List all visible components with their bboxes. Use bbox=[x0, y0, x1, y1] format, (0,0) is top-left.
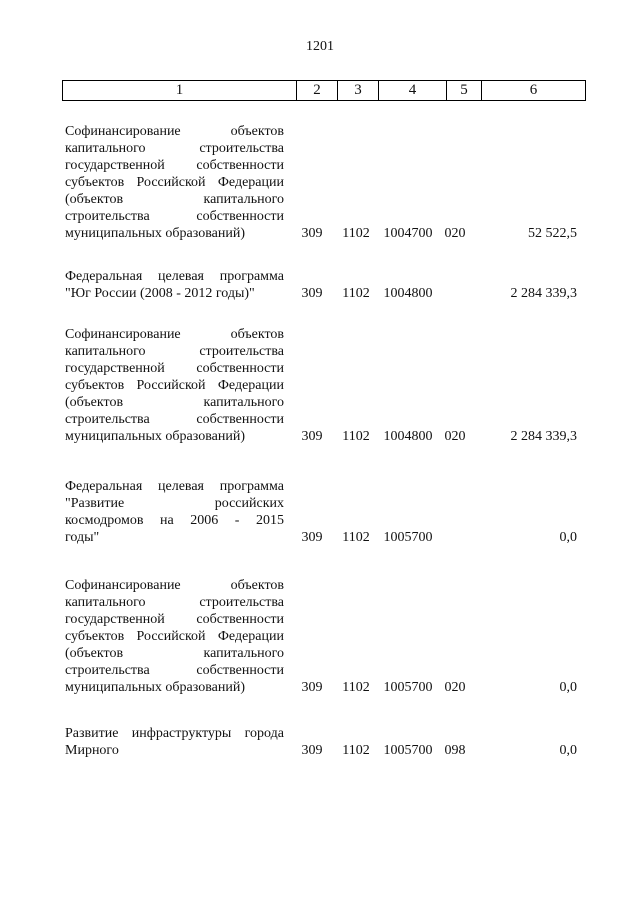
description-line: строительства собственности bbox=[65, 663, 284, 678]
row-code-vr: 020 bbox=[444, 226, 466, 241]
description-line: субъектов Российской Федерации bbox=[65, 175, 284, 190]
description-line: субъектов Российской Федерации bbox=[65, 378, 284, 393]
description-line: "Развитие российских bbox=[65, 496, 284, 511]
row-amount: 0,0 bbox=[559, 743, 577, 758]
row-code-pr: 1102 bbox=[342, 680, 370, 695]
row-description bbox=[65, 478, 284, 546]
description-line: муниципальных образований) bbox=[65, 226, 245, 241]
description-line: "Юг России (2008 - 2012 годы)" bbox=[65, 286, 255, 301]
description-line: капитального строительства bbox=[65, 141, 284, 156]
description-line: строительства собственности bbox=[65, 209, 284, 224]
description-line: капитального строительства bbox=[65, 595, 284, 610]
row-amount: 0,0 bbox=[559, 530, 577, 545]
row-code-pr: 1102 bbox=[342, 429, 370, 444]
description-line: капитального строительства bbox=[65, 344, 284, 359]
row-description bbox=[65, 577, 284, 696]
description-line: государственной собственности bbox=[65, 158, 284, 173]
header-col-4: 4 bbox=[379, 81, 447, 100]
row-code-vr: 098 bbox=[444, 743, 466, 758]
description-line: Софинансирование объектов bbox=[65, 578, 284, 593]
description-line: (объектов капитального bbox=[65, 395, 284, 410]
row-code-csr: 1004700 bbox=[383, 226, 433, 241]
description-line: Мирного bbox=[65, 743, 119, 758]
row-code-csr: 1004800 bbox=[383, 429, 433, 444]
row-code-pr: 1102 bbox=[342, 743, 370, 758]
description-line: муниципальных образований) bbox=[65, 429, 245, 444]
description-line: государственной собственности bbox=[65, 361, 284, 376]
header-col-1: 1 bbox=[63, 81, 297, 100]
description-line: строительства собственности bbox=[65, 412, 284, 427]
description-line: Софинансирование объектов bbox=[65, 327, 284, 342]
description-line: Развитие инфраструктуры города bbox=[65, 726, 284, 741]
description-line: (объектов капитального bbox=[65, 646, 284, 661]
page-number: 1201 bbox=[306, 39, 334, 54]
header-col-3: 3 bbox=[338, 81, 379, 100]
header-col-5: 5 bbox=[447, 81, 482, 100]
row-description bbox=[65, 268, 284, 302]
row-amount: 52 522,5 bbox=[528, 226, 577, 241]
row-code-pr: 1102 bbox=[342, 286, 370, 301]
row-code-rz: 309 bbox=[301, 743, 323, 758]
description-line: государственной собственности bbox=[65, 612, 284, 627]
table-header bbox=[62, 80, 586, 101]
row-code-rz: 309 bbox=[301, 530, 323, 545]
row-code-csr: 1005700 bbox=[383, 680, 433, 695]
row-code-csr: 1004800 bbox=[383, 286, 433, 301]
header-col-2: 2 bbox=[297, 81, 338, 100]
row-amount: 2 284 339,3 bbox=[510, 429, 577, 444]
row-code-csr: 1005700 bbox=[383, 530, 433, 545]
row-amount: 0,0 bbox=[559, 680, 577, 695]
row-code-rz: 309 bbox=[301, 680, 323, 695]
row-code-rz: 309 bbox=[301, 226, 323, 241]
description-line: субъектов Российской Федерации bbox=[65, 629, 284, 644]
row-code-vr: 020 bbox=[444, 429, 466, 444]
row-code-pr: 1102 bbox=[342, 226, 370, 241]
row-description bbox=[65, 123, 284, 242]
row-description bbox=[65, 725, 284, 759]
row-description bbox=[65, 326, 284, 445]
description-line: (объектов капитального bbox=[65, 192, 284, 207]
description-line: Федеральная целевая программа bbox=[65, 269, 284, 284]
row-code-vr: 020 bbox=[444, 680, 466, 695]
description-line: Федеральная целевая программа bbox=[65, 479, 284, 494]
description-line: годы" bbox=[65, 530, 100, 545]
description-line: муниципальных образований) bbox=[65, 680, 245, 695]
row-code-rz: 309 bbox=[301, 286, 323, 301]
header-col-6: 6 bbox=[529, 82, 538, 98]
row-code-rz: 309 bbox=[301, 429, 323, 444]
row-code-pr: 1102 bbox=[342, 530, 370, 545]
description-line: космодромов на 2006 - 2015 bbox=[65, 513, 284, 528]
row-amount: 2 284 339,3 bbox=[510, 286, 577, 301]
description-line: Софинансирование объектов bbox=[65, 124, 284, 139]
row-code-csr: 1005700 bbox=[383, 743, 433, 758]
